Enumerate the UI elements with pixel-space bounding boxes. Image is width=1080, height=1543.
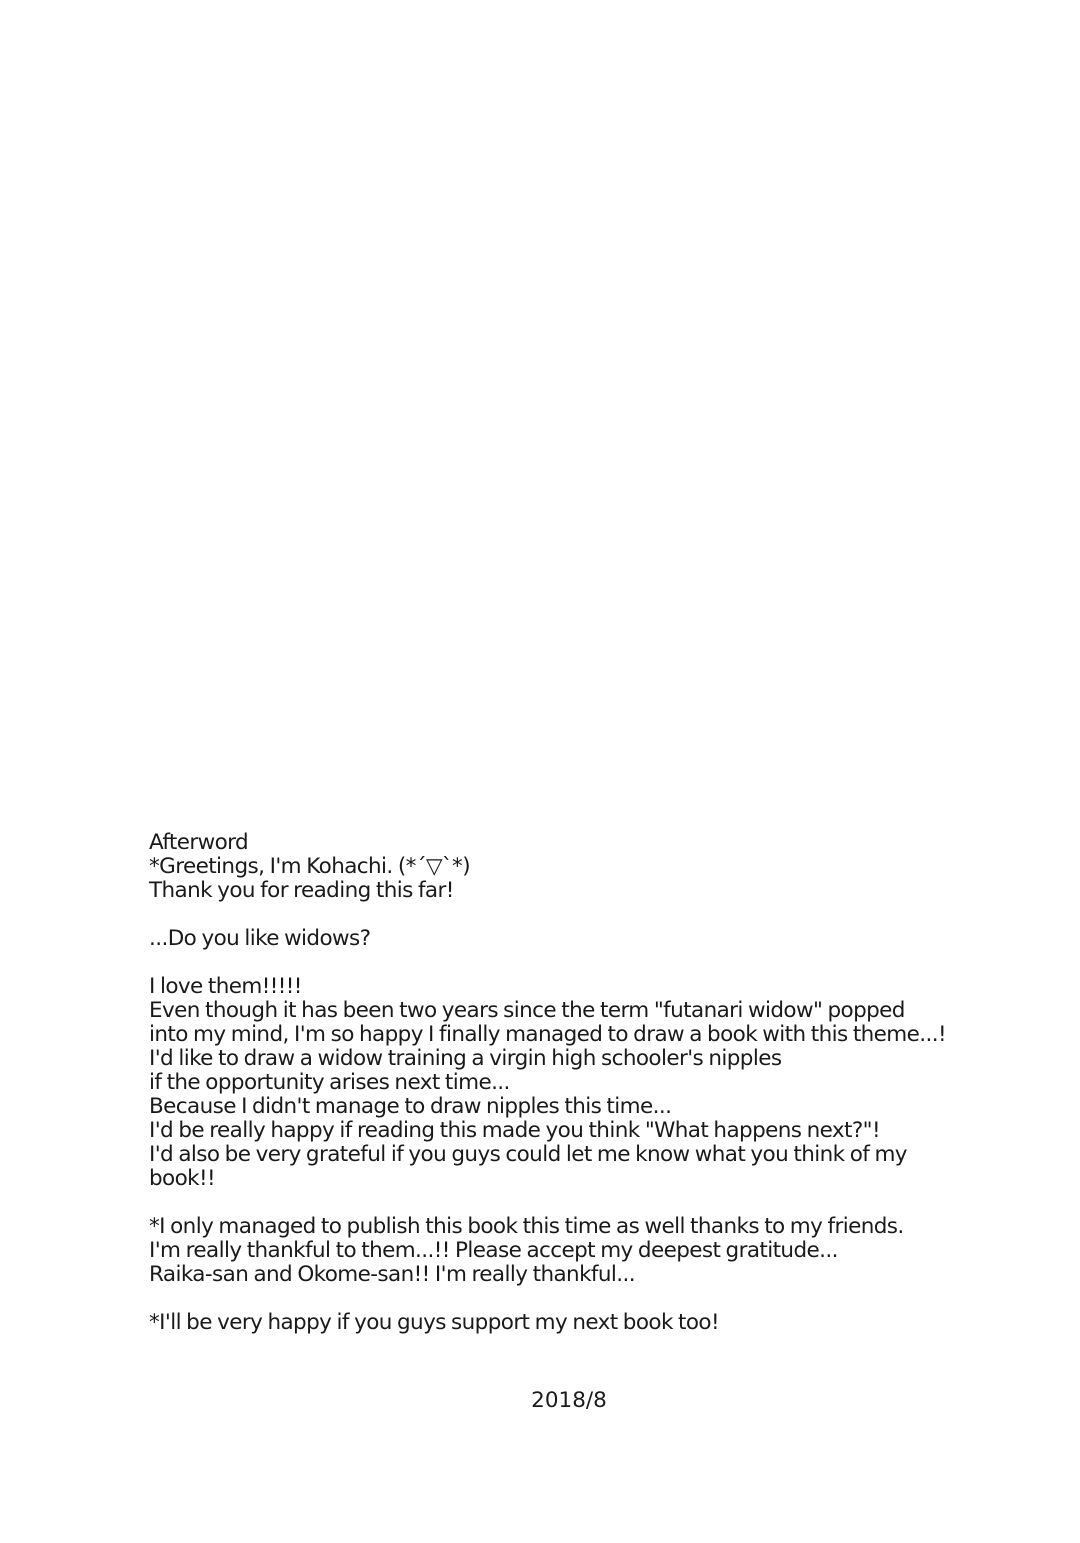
afterword-title: Afterword — [149, 830, 249, 855]
text-line: I'm really thankful to them...!! Please accept my deepest gratitude... — [149, 1238, 838, 1263]
text-line: Even though it has been two years since the term "futanari widow" popped — [149, 998, 905, 1023]
text-line: *I'll be very happy if you guys support my next book too! — [149, 1310, 719, 1335]
blank-line — [149, 951, 1029, 975]
text-line: ...Do you like widows? — [149, 926, 371, 951]
text-line: Raika-san and Okome-san!! I'm really thankful... — [149, 1262, 635, 1287]
text-line: *Greetings, I'm Kohachi. (*´▽`*) — [149, 854, 470, 879]
afterword-text — [149, 831, 1029, 1335]
text-line: I'd like to draw a widow training a virgin high schooler's nipples — [149, 1046, 782, 1071]
text-line: I love them!!!!! — [149, 974, 302, 999]
text-line: book!! — [149, 1166, 216, 1191]
text-line: I'd also be very grateful if you guys could let me know what you think of my — [149, 1142, 907, 1167]
date-stamp: 2018/8 — [531, 1388, 607, 1413]
blank-line — [149, 1287, 1029, 1311]
blank-line — [149, 1191, 1029, 1215]
text-line: *I only managed to publish this book this time as well thanks to my friends. — [149, 1214, 904, 1239]
blank-line — [149, 903, 1029, 927]
text-line: if the opportunity arises next time... — [149, 1070, 510, 1095]
text-line: I'd be really happy if reading this made you think "What happens next?"! — [149, 1118, 880, 1143]
text-line: Thank you for reading this far! — [149, 878, 454, 903]
text-line: into my mind, I'm so happy I finally managed to draw a book with this theme...! — [149, 1022, 946, 1047]
text-line: Because I didn't manage to draw nipples this time... — [149, 1094, 672, 1119]
